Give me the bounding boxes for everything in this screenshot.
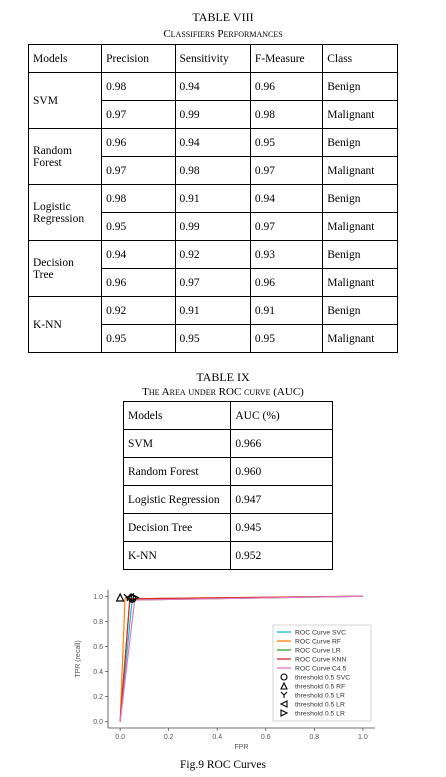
table-cell: Malignant (323, 325, 398, 353)
table-cell: 0.94 (175, 129, 250, 157)
table-cell: 0.97 (250, 213, 322, 241)
table8-title: Classifiers Performances (163, 28, 283, 40)
table-cell: 0.966 (231, 430, 333, 458)
roc-chart (70, 582, 380, 752)
auc-table (123, 401, 333, 570)
table-cell: 0.95 (102, 325, 175, 353)
x-tick-label: 0.2 (163, 734, 174, 741)
table-cell: 0.96 (102, 129, 175, 157)
figure-caption: Fig.9 ROC Curves (180, 759, 266, 771)
table-cell: Benign (323, 297, 398, 325)
y-tick-label: 0.8 (93, 618, 103, 626)
table8-label: TABLE VIII (192, 10, 254, 24)
table-row (124, 514, 333, 542)
table-cell: 0.96 (250, 73, 322, 101)
table-row (124, 542, 333, 570)
table-cell: Malignant (323, 269, 398, 297)
table-cell: 0.96 (250, 269, 322, 297)
table-cell: Decision Tree (124, 514, 231, 542)
x-tick-label: 0.0 (115, 734, 126, 741)
table-header-row (29, 45, 398, 73)
y-tick-label: 0.4 (93, 669, 103, 677)
table-cell: 0.98 (102, 73, 175, 101)
table-row (124, 458, 333, 486)
x-axis-label: FPR (234, 744, 249, 751)
column-header: F-Measure (250, 45, 322, 73)
model-name-cell: SVM (29, 73, 102, 129)
column-header: Precision (102, 45, 175, 73)
model-name-cell: Decision Tree (29, 241, 102, 297)
column-header: Class (323, 45, 398, 73)
table-cell: 0.92 (175, 241, 250, 269)
x-tick-label: 0.8 (309, 734, 320, 741)
table-cell: 0.91 (175, 185, 250, 213)
classifiers-performance-table (28, 44, 398, 353)
table-cell: 0.97 (250, 157, 322, 185)
table-cell: Malignant (323, 213, 398, 241)
table-cell: 0.93 (250, 241, 322, 269)
column-header: Models (124, 402, 231, 430)
y-tick-label: 1.0 (93, 593, 103, 601)
x-tick-label: 0.4 (212, 734, 223, 741)
table-cell: 0.95 (250, 129, 322, 157)
table-cell: Logistic Regression (124, 486, 231, 514)
table-cell: Benign (323, 185, 398, 213)
table-cell: Benign (323, 129, 398, 157)
table-cell: 0.95 (102, 213, 175, 241)
table-cell: Malignant (323, 157, 398, 185)
threshold-marker (117, 594, 124, 601)
table-row (29, 297, 398, 325)
table-cell: 0.96 (102, 269, 175, 297)
table-cell: 0.99 (175, 213, 250, 241)
table-cell: 0.94 (250, 185, 322, 213)
y-axis-label: TPR (recall) (75, 640, 82, 678)
model-name-cell: Logistic Regression (29, 185, 102, 241)
column-header: Models (29, 45, 102, 73)
table-cell: Benign (323, 241, 398, 269)
table-cell: 0.97 (102, 101, 175, 129)
table-cell: K-NN (124, 542, 231, 570)
table-header-row (124, 402, 333, 430)
y-tick-label: 0.0 (93, 719, 103, 727)
table-cell: 0.91 (175, 297, 250, 325)
x-tick-label: 1.0 (357, 734, 368, 741)
legend-label: ROC Curve RF (295, 638, 342, 646)
y-tick-label: 0.2 (93, 694, 103, 702)
table-cell: 0.94 (102, 241, 175, 269)
table-row (29, 129, 398, 157)
table-row (29, 241, 398, 269)
table-cell: 0.99 (175, 101, 250, 129)
x-tick-label: 0.6 (260, 734, 271, 741)
table-cell: 0.98 (102, 185, 175, 213)
table-cell: 0.960 (231, 458, 333, 486)
chart-legend (273, 625, 371, 721)
table-row (29, 73, 398, 101)
table-cell: 0.95 (250, 325, 322, 353)
table-row (124, 486, 333, 514)
table-cell: 0.98 (250, 101, 322, 129)
legend-label: ROC Curve SVC (295, 629, 346, 637)
table-cell: 0.97 (175, 269, 250, 297)
table-cell: 0.95 (175, 325, 250, 353)
legend-label: threshold 0.5 LR (295, 701, 345, 709)
table-cell: SVM (124, 430, 231, 458)
y-tick-label: 0.6 (93, 643, 103, 651)
table-cell: Random Forest (124, 458, 231, 486)
table-cell: 0.97 (102, 157, 175, 185)
legend-label: threshold 0.5 RF (295, 683, 346, 691)
table9-title: The Area under ROC curve (AUC) (142, 386, 304, 398)
column-header: Sensitivity (175, 45, 250, 73)
legend-label: threshold 0.5 LR (295, 710, 345, 718)
table-row (124, 430, 333, 458)
table-cell: 0.92 (102, 297, 175, 325)
table-cell: 0.947 (231, 486, 333, 514)
legend-label: threshold 0.5 LR (295, 692, 345, 700)
legend-label: ROC Curve KNN (295, 656, 347, 664)
table-row (29, 185, 398, 213)
legend-label: ROC Curve C4.5 (295, 665, 347, 673)
table-cell: Benign (323, 73, 398, 101)
model-name-cell: K-NN (29, 297, 102, 353)
table-cell: 0.952 (231, 542, 333, 570)
column-header: AUC (%) (231, 402, 333, 430)
table-cell: Malignant (323, 101, 398, 129)
legend-label: threshold 0.5 SVC (295, 674, 351, 682)
legend-label: ROC Curve LR (295, 647, 341, 655)
table-cell: 0.945 (231, 514, 333, 542)
table-cell: 0.91 (250, 297, 322, 325)
table-cell: 0.94 (175, 73, 250, 101)
table-cell: 0.98 (175, 157, 250, 185)
model-name-cell: Random Forest (29, 129, 102, 185)
table9-label: TABLE IX (196, 370, 250, 384)
